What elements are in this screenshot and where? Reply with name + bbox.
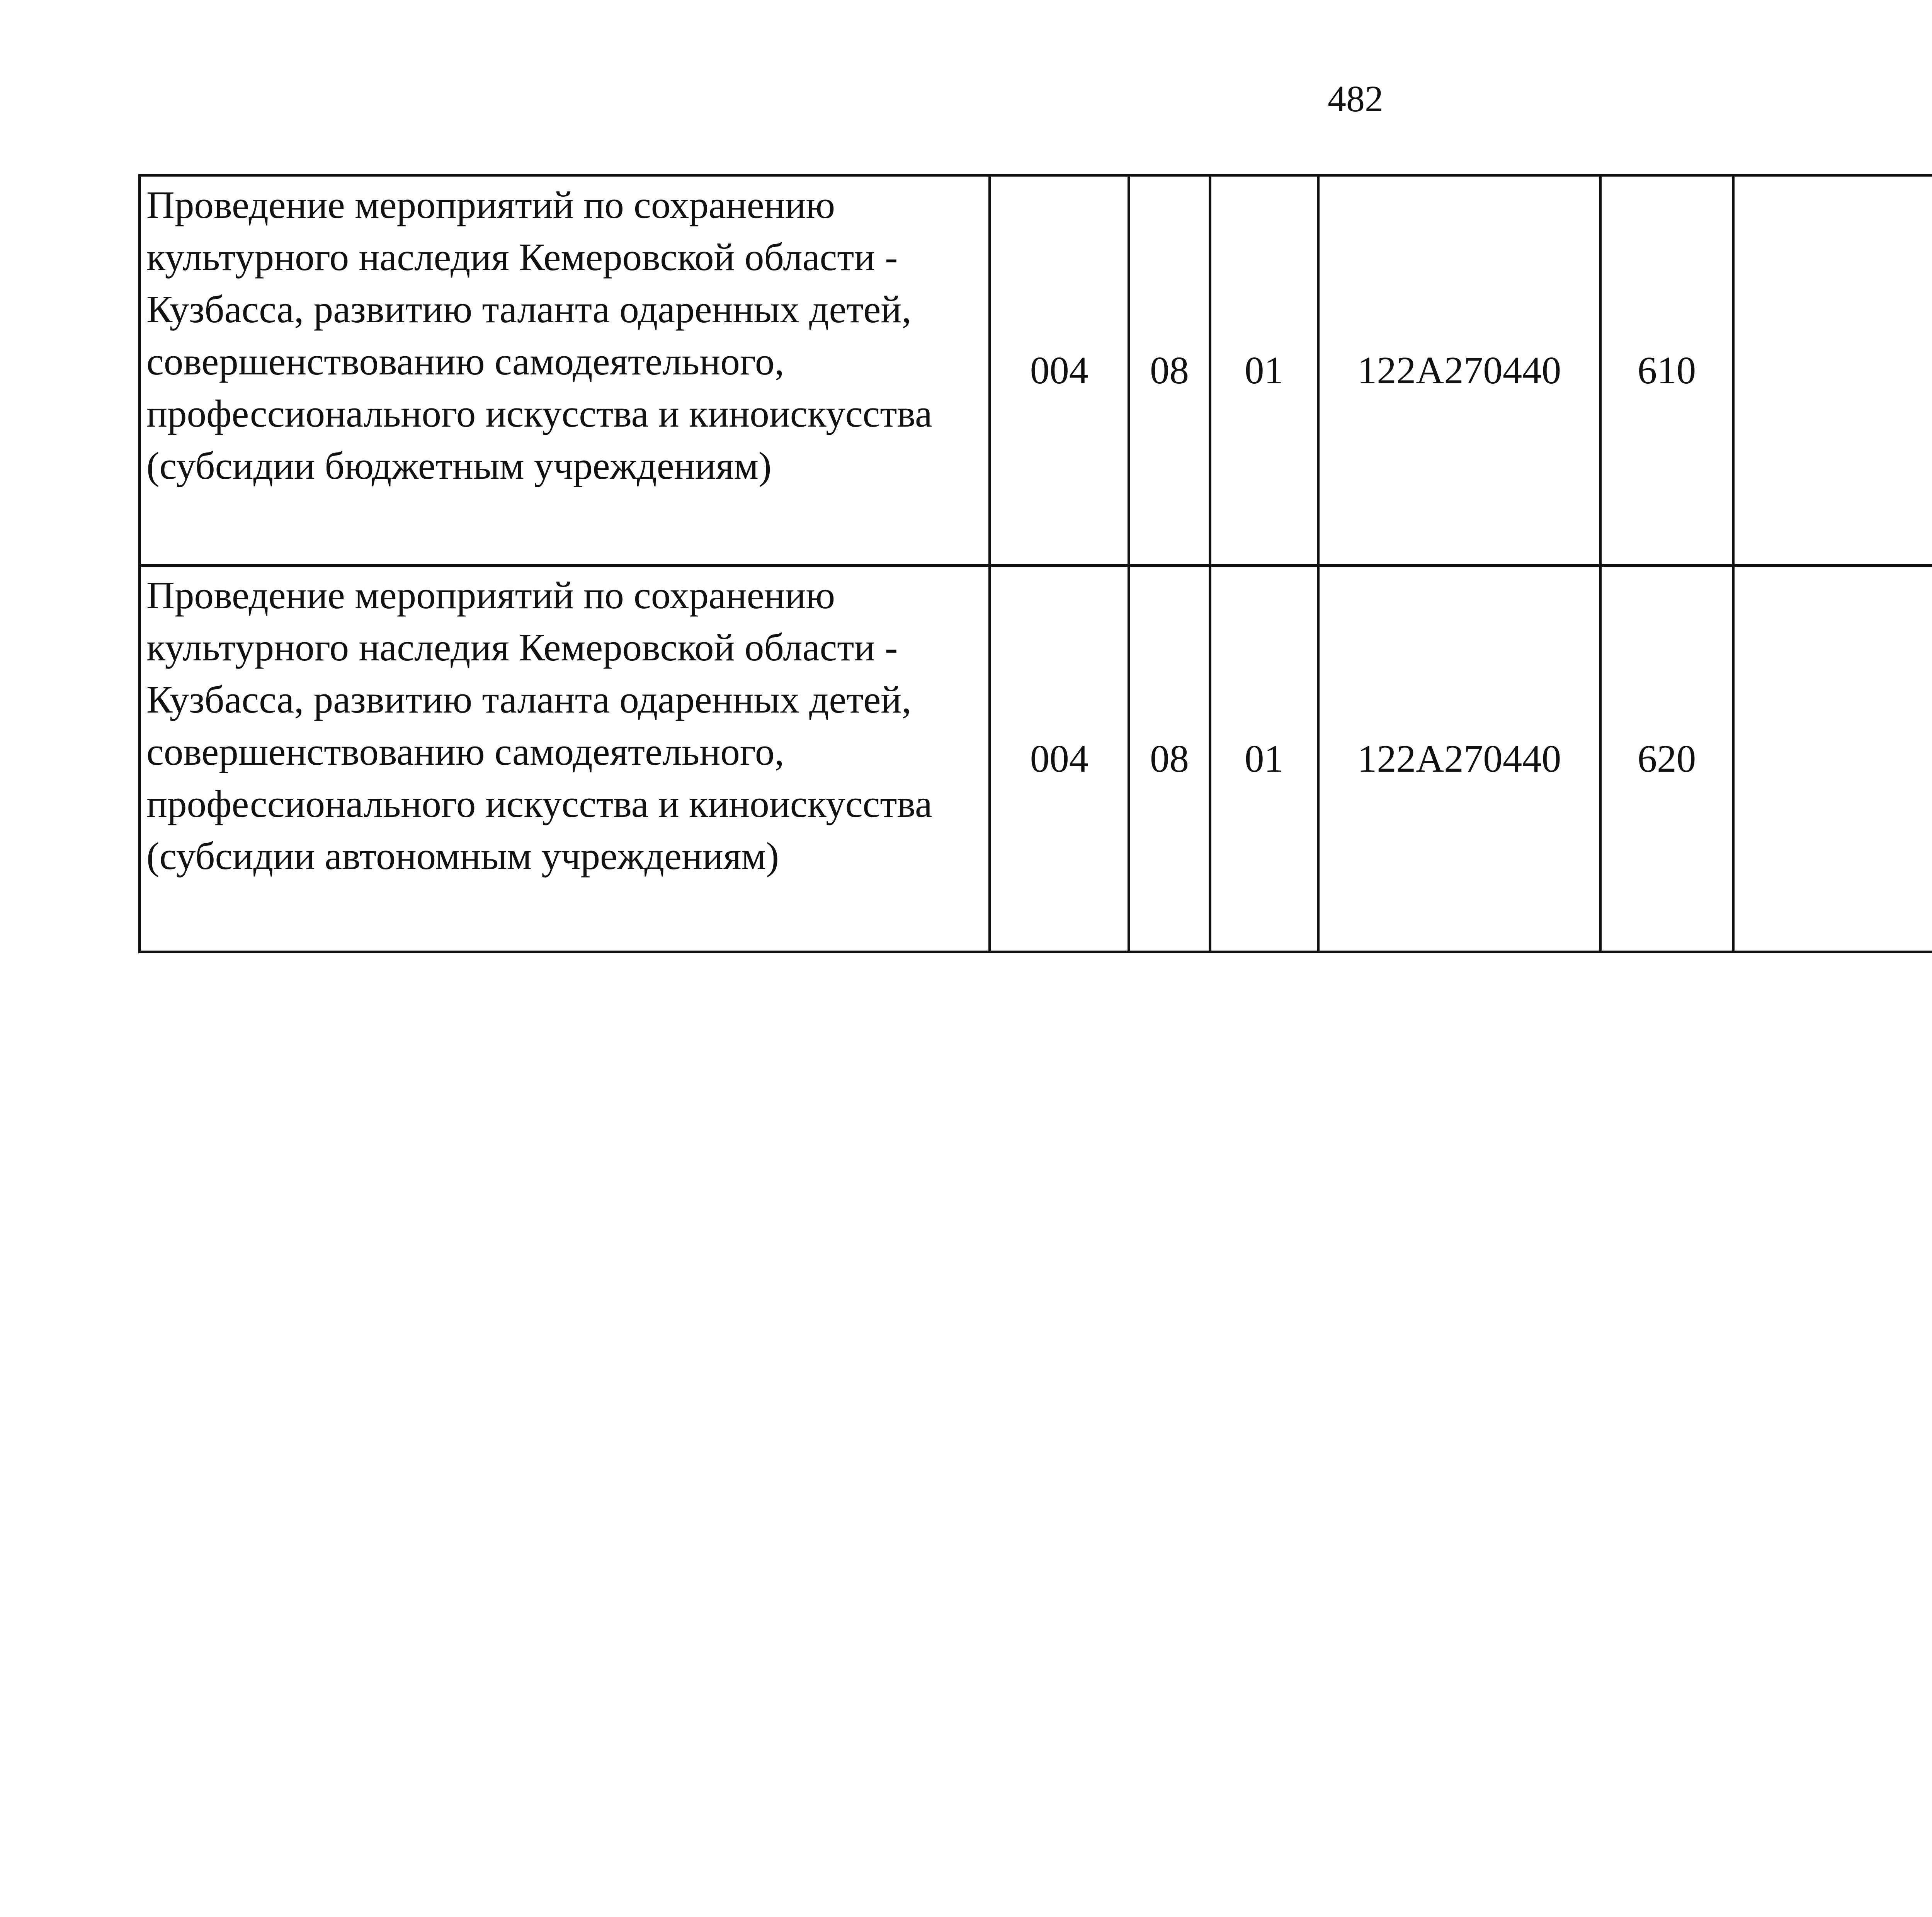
subsection-code: 01 bbox=[1210, 175, 1318, 566]
page-number: 482 bbox=[1328, 78, 1383, 119]
expense-type-code: 620 bbox=[1600, 566, 1733, 952]
row-description: Проведение мероприятий по сохранению культурного наследия Кемеровской области - Кузбасса, развитию таланта одаренных детей, совершенствованию самодеятельного, профессионального искусства и киноискусства (субсидии бюджетным учреждениям) bbox=[140, 175, 990, 566]
ministry-code: 004 bbox=[990, 175, 1129, 566]
expense-type-code: 610 bbox=[1600, 175, 1733, 566]
amount-1 bbox=[1733, 175, 1932, 566]
budget-table bbox=[138, 174, 1932, 953]
target-article-code: 122А270440 bbox=[1318, 175, 1600, 566]
section-code: 08 bbox=[1129, 566, 1210, 952]
amount-1 bbox=[1733, 566, 1932, 952]
ministry-code: 004 bbox=[990, 566, 1129, 952]
subsection-code: 01 bbox=[1210, 566, 1318, 952]
target-article-code: 122А270440 bbox=[1318, 566, 1600, 952]
table-row bbox=[140, 175, 1932, 566]
table-row bbox=[140, 566, 1932, 952]
section-code: 08 bbox=[1129, 175, 1210, 566]
row-description: Проведение мероприятий по сохранению культурного наследия Кемеровской области - Кузбасса, развитию таланта одаренных детей, совершенствованию самодеятельного, профессионального искусства и киноискусства (субсидии автономным учреждениям) bbox=[140, 566, 990, 952]
